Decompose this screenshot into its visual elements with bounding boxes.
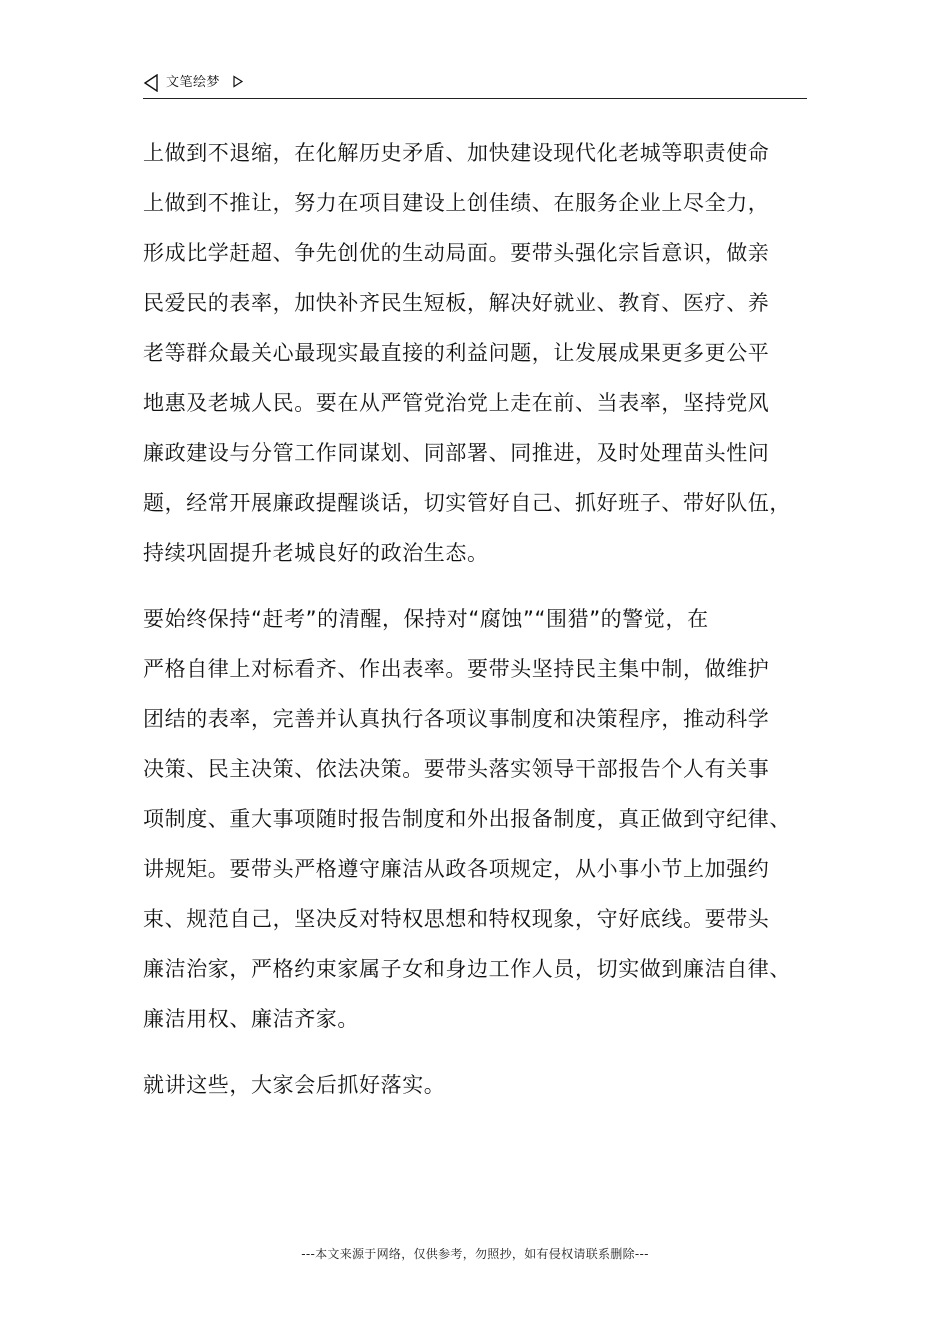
text-line: 民爱民的表率，加快补齐民生短板，解决好就业、教育、医疗、养 bbox=[143, 291, 770, 315]
triangle-right-icon bbox=[232, 75, 244, 88]
page-header bbox=[143, 72, 807, 99]
paragraph-1 bbox=[143, 128, 813, 578]
text-line: 决策、民主决策、依法决策。要带头落实领导干部报告个人有关事 bbox=[143, 757, 770, 781]
paragraph-2 bbox=[143, 594, 813, 1044]
text-line: 廉政建设与分管工作同谋划、同部署、同推进，及时处理苗头性问 bbox=[143, 441, 770, 465]
text-line: 上做到不推让，努力在项目建设上创佳绩、在服务企业上尽全力， bbox=[143, 191, 770, 215]
text-line: 老等群众最关心最现实最直接的利益问题，让发展成果更多更公平 bbox=[143, 341, 770, 365]
text-line: 题，经常开展廉政提醒谈话，切实管好自己、抓好班子、带好队伍， bbox=[143, 491, 791, 515]
text-line: 束、规范自己，坚决反对特权思想和特权现象，守好底线。要带头 bbox=[143, 907, 770, 931]
paragraph-3 bbox=[143, 1060, 813, 1110]
footer-disclaimer: ---本文来源于网络，仅供参考，勿照抄，如有侵权请联系删除--- bbox=[301, 1247, 649, 1261]
text-line: 上做到不退缩，在化解历史矛盾、加快建设现代化老城等职责使命 bbox=[143, 141, 770, 165]
text-line: 严格自律上对标看齐、作出表率。要带头坚持民主集中制，做维护 bbox=[143, 657, 770, 681]
text-line: 廉洁治家，严格约束家属子女和身边工作人员，切实做到廉洁自律、 bbox=[143, 957, 791, 981]
text-line: 项制度、重大事项随时报告制度和外出报备制度，真正做到守纪律、 bbox=[143, 807, 791, 831]
document-body bbox=[143, 128, 813, 1126]
text-line: 形成比学赶超、争先创优的生动局面。要带头强化宗旨意识，做亲 bbox=[143, 241, 770, 265]
text-line: 讲规矩。要带头严格遵守廉洁从政各项规定，从小事小节上加强约 bbox=[143, 857, 770, 881]
text-line: 团结的表率，完善并认真执行各项议事制度和决策程序，推动科学 bbox=[143, 707, 770, 731]
text-line: 廉洁用权、廉洁齐家。 bbox=[143, 1007, 359, 1031]
text-line: 地惠及老城人民。要在从严管党治党上走在前、当表率，坚持党风 bbox=[143, 391, 770, 415]
text-line: 就讲这些，大家会后抓好落实。 bbox=[143, 1073, 446, 1097]
header-title: 文笔绘梦 bbox=[166, 75, 221, 90]
text-line: 要始终保持“赶考”的清醒，保持对“腐蚀”“围猎”的警觉，在 bbox=[143, 607, 709, 631]
text-line: 持续巩固提升老城良好的政治生态。 bbox=[143, 541, 489, 565]
triangle-left-icon bbox=[143, 74, 159, 92]
